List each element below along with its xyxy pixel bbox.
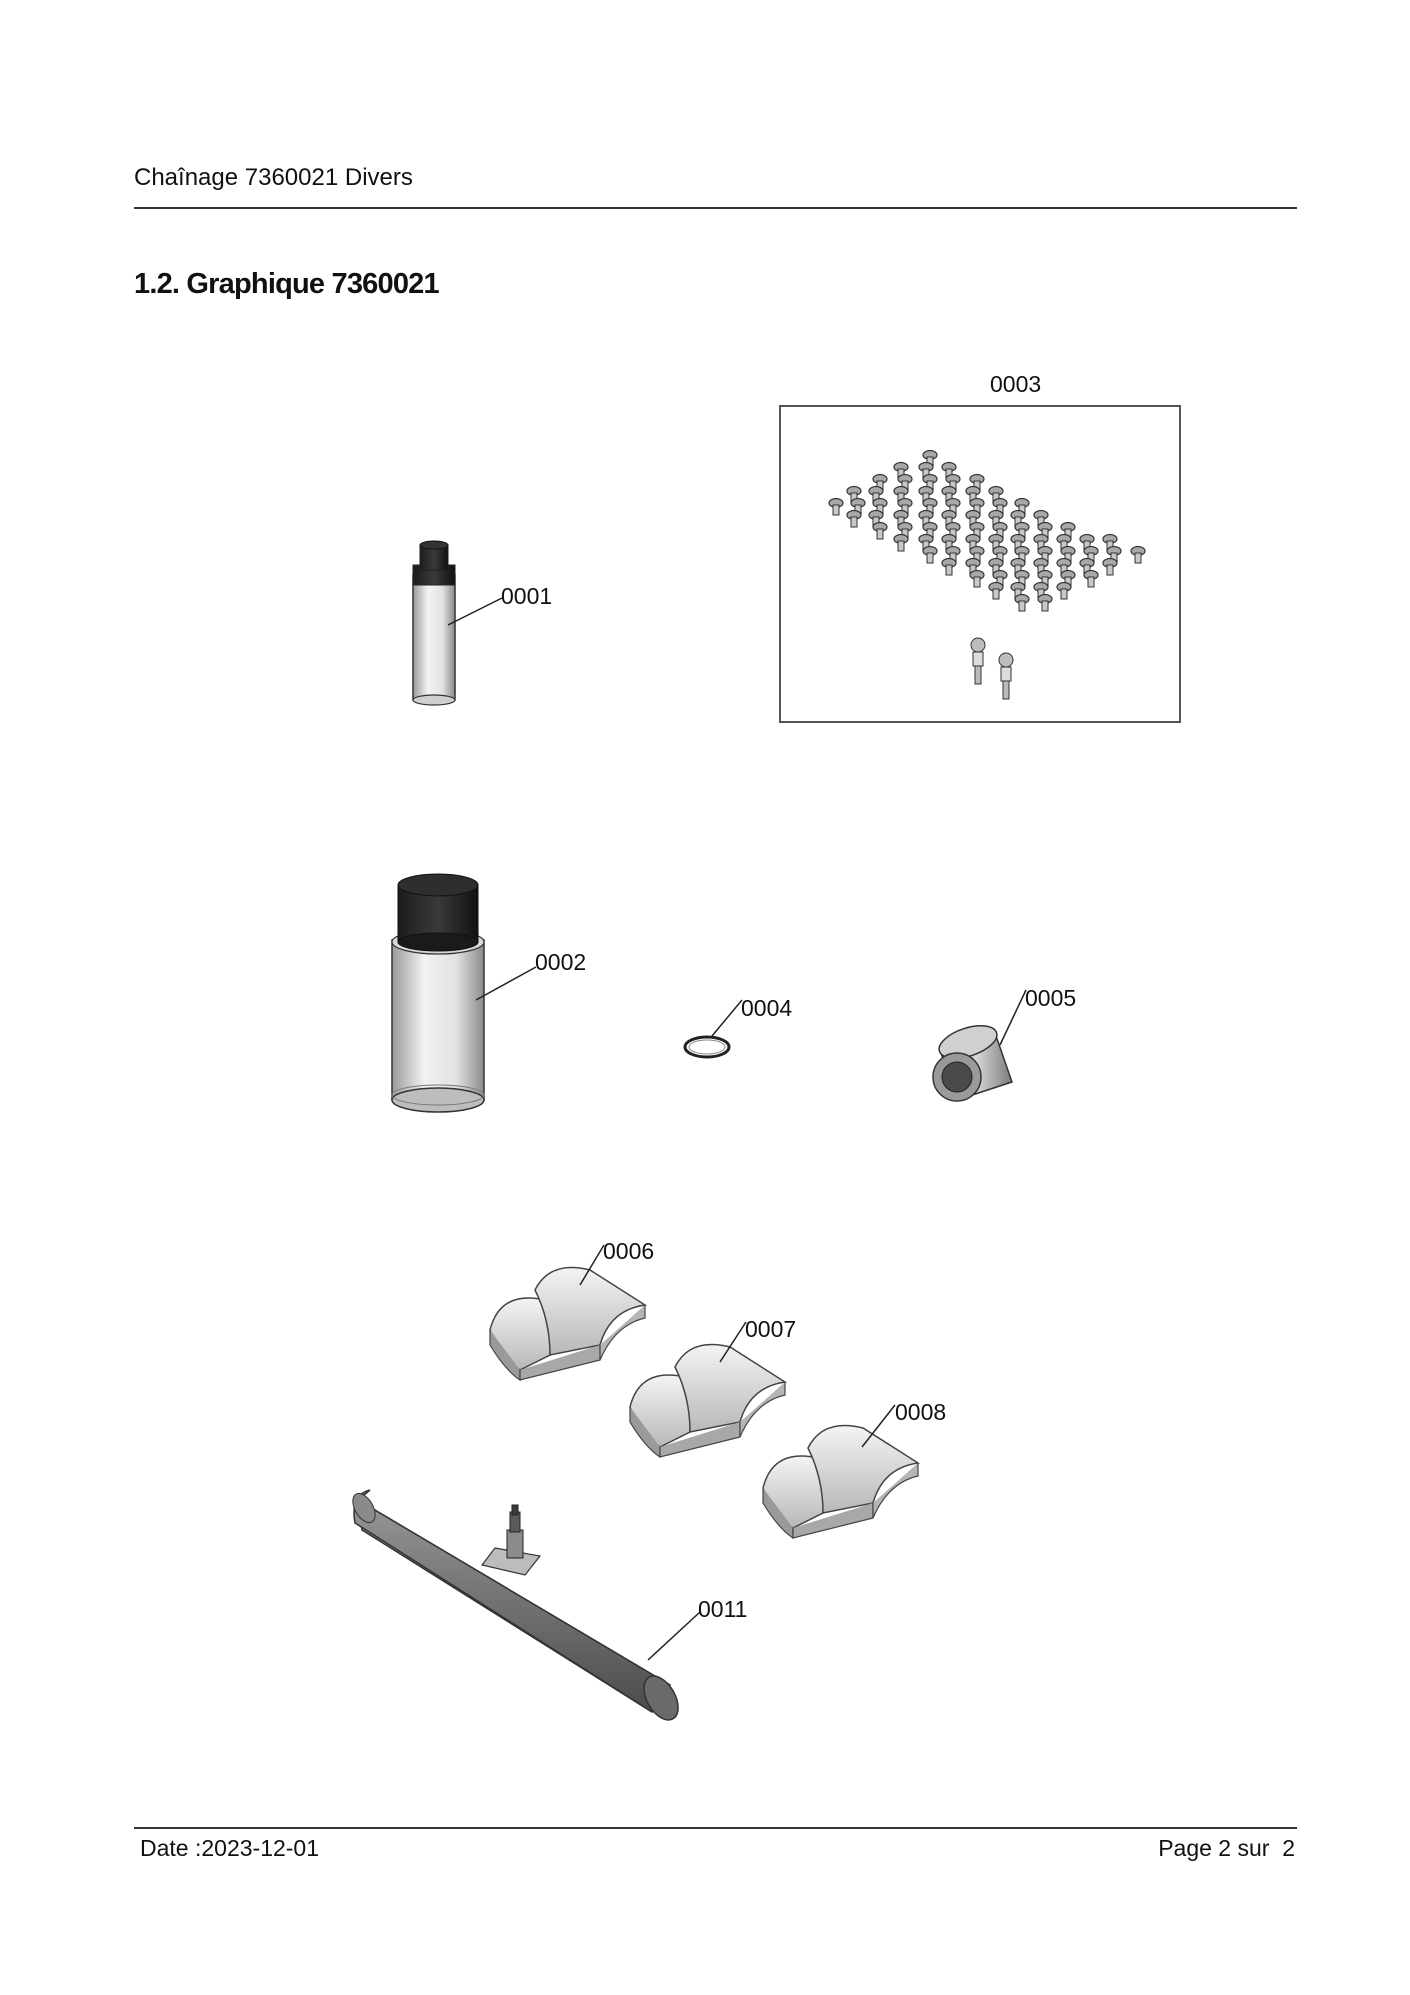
- callout-0006: 0006: [603, 1238, 655, 1264]
- screw-icon: [1131, 547, 1145, 564]
- callout-0002: 0002: [535, 949, 587, 975]
- document-header: Chaînage 7360021 Divers: [134, 164, 413, 191]
- callout-0001: 0001: [501, 583, 553, 609]
- screw-icon: [1015, 595, 1029, 612]
- part-0006-half-shells: [490, 1245, 645, 1380]
- screw-icon: [1038, 595, 1052, 612]
- screw-icon: [873, 523, 887, 540]
- callout-0004: 0004: [741, 995, 793, 1021]
- footer-rule: [134, 1827, 1297, 1829]
- screw-icon: [1103, 559, 1117, 576]
- part-0002-spray-can: [392, 874, 536, 1112]
- callout-0008: 0008: [895, 1399, 947, 1425]
- callout-0007: 0007: [745, 1316, 797, 1342]
- section-title: 1.2. Graphique 7360021: [134, 268, 439, 300]
- screw-grid: [829, 451, 1145, 612]
- footer-date: Date :2023-12-01: [140, 1835, 320, 1861]
- footer-page-text: Page 2 sur 2: [1158, 1835, 1295, 1861]
- part-0007-half-shells: [630, 1322, 785, 1457]
- screw-icon: [989, 583, 1003, 600]
- screw-icon: [923, 547, 937, 564]
- part-0001-touchup-pen: [413, 541, 502, 705]
- footer-page-number: [1158, 1835, 1295, 1862]
- ball-stud-2: [999, 653, 1013, 699]
- part-0011-pipe: [348, 1490, 700, 1726]
- callout-0003: 0003: [990, 371, 1042, 397]
- ball-stud-1: [971, 638, 985, 684]
- callout-0005: 0005: [1025, 985, 1077, 1011]
- screw-icon: [1057, 583, 1071, 600]
- callout-0011: 0011: [698, 1596, 748, 1622]
- screw-icon: [847, 511, 861, 528]
- part-0003-screw-kit: [780, 406, 1180, 722]
- part-0004-o-ring: [685, 1000, 742, 1057]
- screw-icon: [970, 571, 984, 588]
- screw-icon: [1084, 571, 1098, 588]
- screw-icon: [894, 535, 908, 552]
- screw-icon: [829, 499, 843, 516]
- screw-icon: [942, 559, 956, 576]
- part-0005-bushing: [933, 990, 1026, 1101]
